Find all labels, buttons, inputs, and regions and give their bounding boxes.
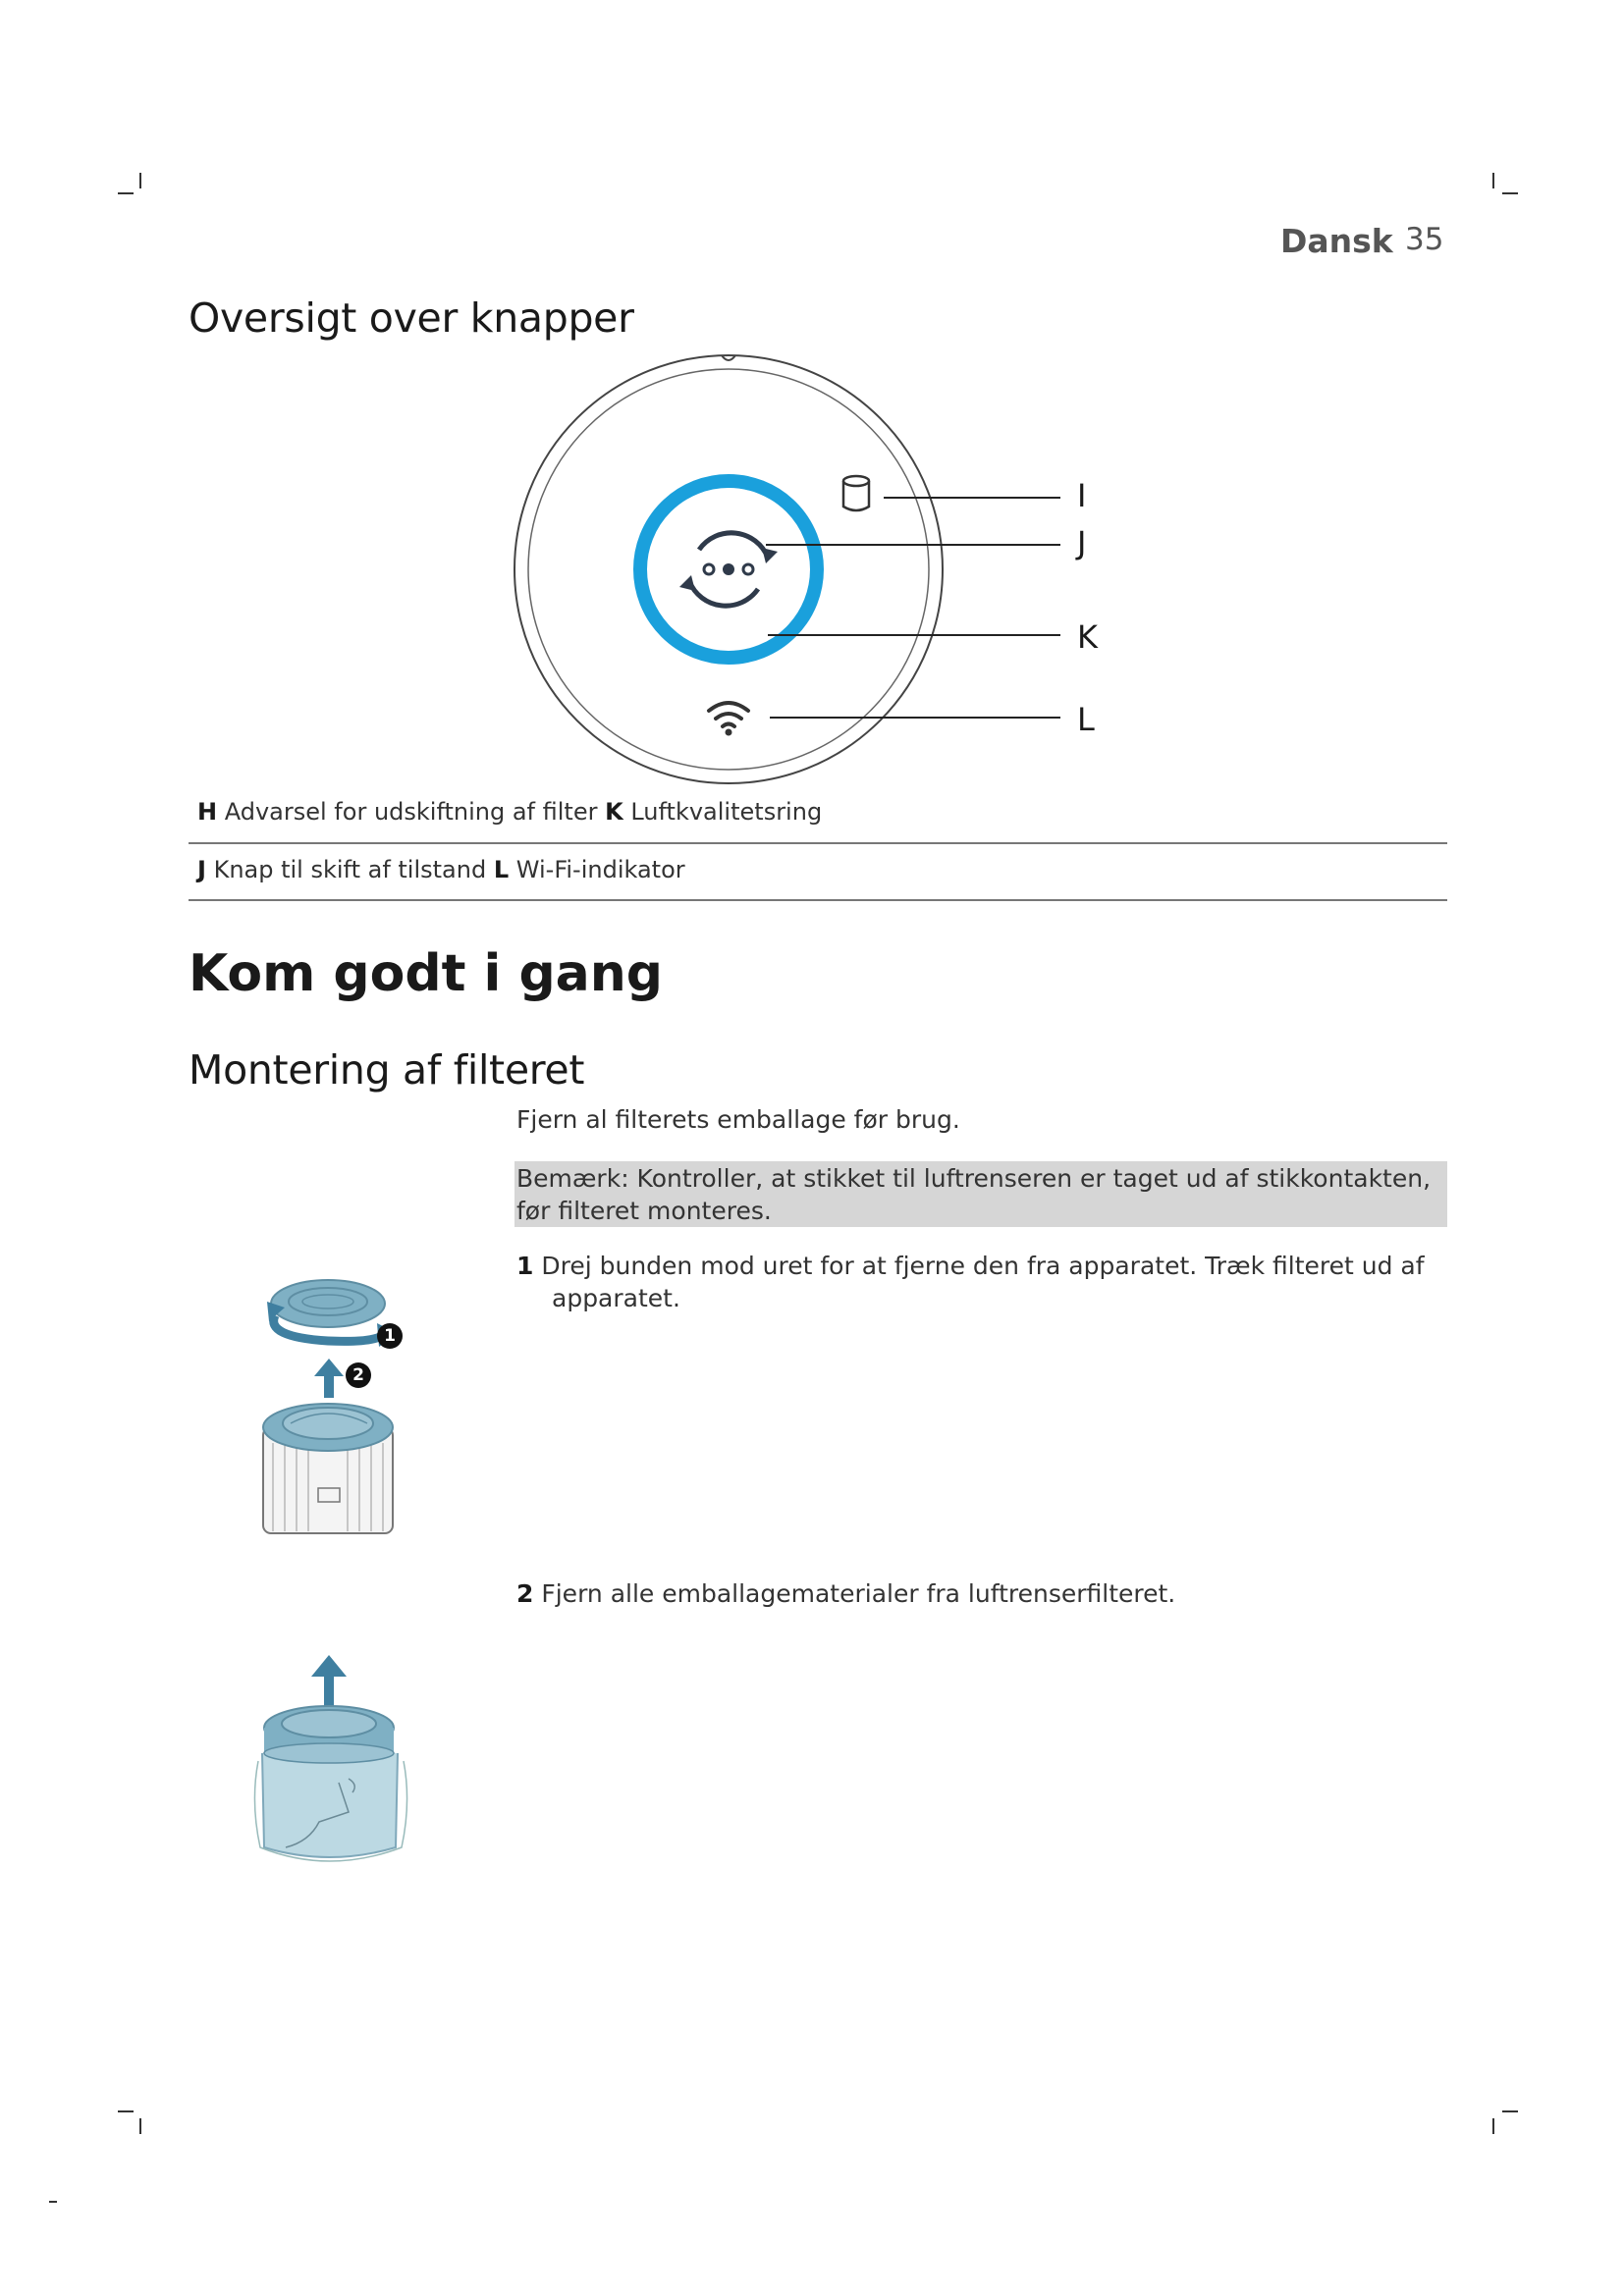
control-panel-diagram [491,344,1119,795]
section-title-buttons: Oversigt over knapper [189,294,634,342]
callout-I: I [1077,477,1087,514]
crop-mark [1492,2118,1494,2134]
wifi-icon [709,703,748,726]
page-number: 35 [1405,222,1444,257]
crop-mark [1502,2110,1518,2112]
callout-K: K [1077,618,1098,656]
crop-mark [1502,192,1518,194]
header-language: Dansk [1280,222,1393,260]
crop-mark [1492,173,1494,188]
chapter-title: Kom godt i gang [189,944,664,1003]
crop-mark [49,2201,57,2203]
filter-warning-icon [843,476,869,510]
note-box: Bemærk: Kontroller, at stikket til luftrenseren er taget ud af stikkontakten, før filteret monteres. [514,1161,1447,1227]
crop-mark [139,2118,141,2134]
crop-mark [118,2110,134,2112]
section-title-filter: Montering af filteret [189,1046,585,1094]
marker-1: 1 [377,1323,403,1349]
table-divider [189,899,1447,901]
intro-text: Fjern al filterets emballage før brug. [516,1105,960,1134]
legend-row: J Knap til skift af tilstand L Wi-Fi-indikator [197,856,685,883]
table-divider [189,842,1447,844]
filter-removal-illustration [245,1266,422,1541]
step-1: 1 Drej bunden mod uret for at fjerne den fra apparatet. Træk filteret ud af apparatet. [516,1252,1425,1312]
marker-2: 2 [346,1362,371,1388]
step-2: 2 Fjern alle emballagematerialer fra luftrenserfilteret. [516,1579,1176,1608]
callout-L: L [1077,701,1095,738]
crop-mark [118,192,134,194]
callout-J: J [1077,524,1087,561]
crop-mark [139,173,141,188]
packaging-removal-illustration [250,1655,417,1871]
legend-row: H Advarsel for udskiftning af filter K Luftkvalitetsring [197,798,823,826]
